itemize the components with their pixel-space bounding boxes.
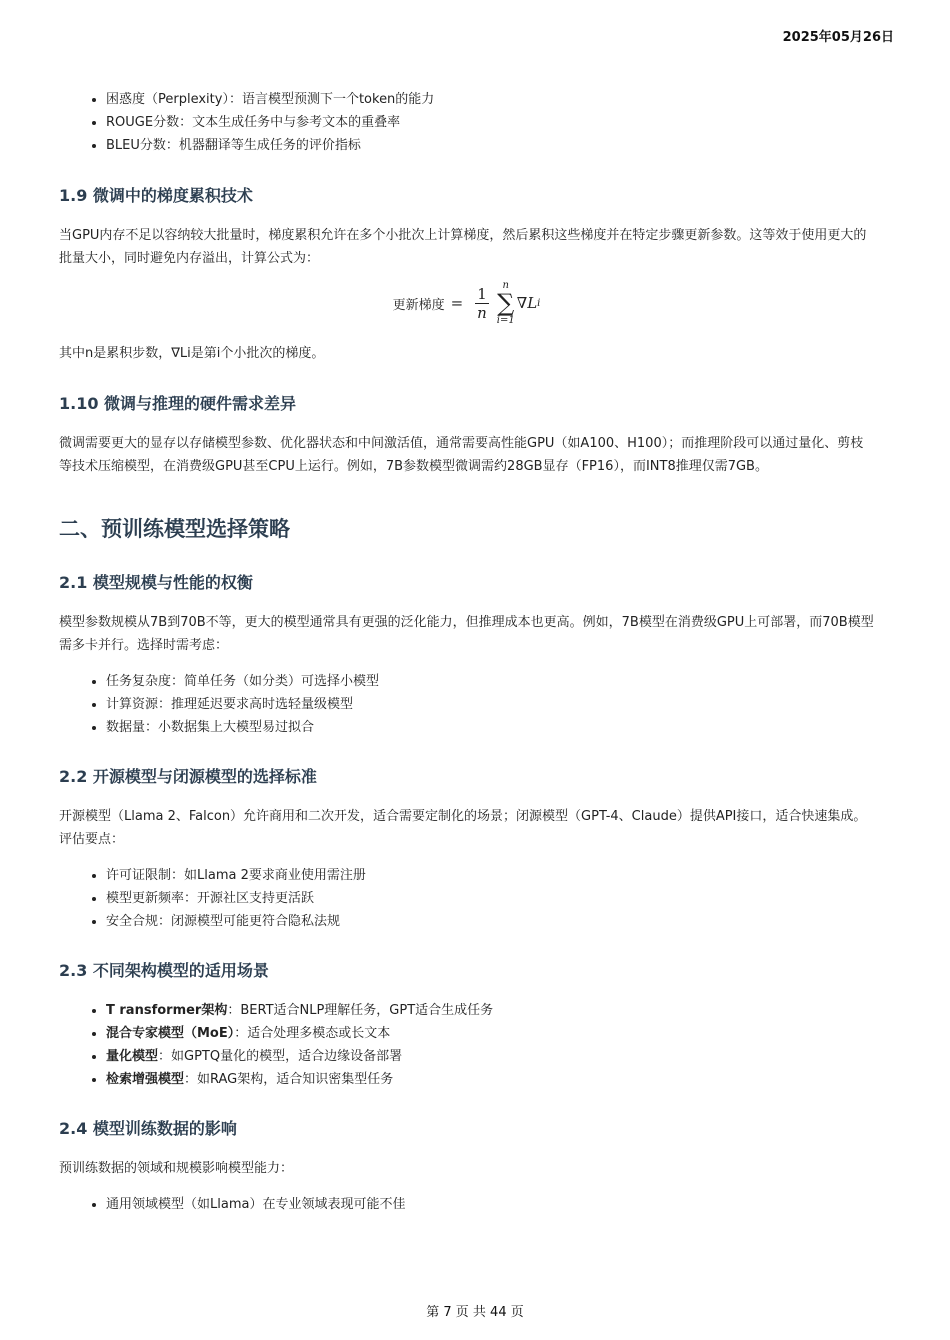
section-heading-2-3: 2.3 不同架构模型的适用场景 <box>59 961 269 980</box>
list-item: • 通用领域模型（如Llama）在专业领域表现可能不佳 <box>106 1193 874 1216</box>
paragraph: 当GPU内存不足以容纳较大批量时，梯度累积允许在多个小批次上计算梯度，然后累积这些梯度并在特定步骤更新参数。这等效于使用更大的批量大小，同时避免内存溢出，计算公式为： <box>59 228 867 266</box>
list-item-term: T ransformer架构 <box>106 1003 228 1018</box>
bullet-list <box>59 999 874 1091</box>
metrics-list <box>59 88 874 157</box>
paragraph: 预训练数据的领域和规模影响模型能力： <box>59 1161 294 1176</box>
list-item-text: ：BERT适合NLP理解任务，GPT适合生成任务 <box>227 1003 494 1018</box>
list-item: • 安全合规：闭源模型可能更符合隐私法规 <box>106 910 874 933</box>
bullet-list <box>59 1193 874 1216</box>
formula-denominator: n <box>477 303 487 322</box>
list-item: • 许可证限制：如Llama 2要求商业使用需注册 <box>106 864 874 887</box>
list-item-text: ：适合处理多模态或长文本 <box>234 1026 391 1041</box>
paragraph: 其中n是累积步数，∇Li是第i个小批次的梯度。 <box>59 346 325 361</box>
section-heading-2-4: 2.4 模型训练数据的影响 <box>59 1119 237 1138</box>
formula-sum-upper: n <box>502 280 509 291</box>
formula-sum-lower: i=1 <box>496 315 515 326</box>
formula-lhs: 更新梯度 <box>392 297 445 313</box>
formula-sum <box>497 280 515 326</box>
list-item: • ROUGE分数：文本生成任务中与参考文本的重叠率 <box>106 111 874 134</box>
list-item-term: 检索增强模型 <box>106 1072 185 1087</box>
list-item: • 模型更新频率：开源社区支持更活跃 <box>106 887 874 910</box>
section-heading-1-9: 1.9 微调中的梯度累积技术 <box>59 186 253 205</box>
page-footer: 第 7 页 共 44 页 <box>426 1305 524 1320</box>
formula-fraction <box>475 285 489 322</box>
list-item <box>106 999 874 1022</box>
list-item: • 数据量：小数据集上大模型易过拟合 <box>106 716 874 739</box>
list-item-text: ：如RAG架构，适合知识密集型任务 <box>184 1072 394 1087</box>
list-item-term: 量化模型 <box>106 1049 159 1064</box>
formula-equals: = <box>450 294 464 312</box>
paragraph: 开源模型（Llama 2、Falcon）允许商用和二次开发，适合需要定制化的场景；闭源模型（GPT-4、Claude）提供API接口，适合快速集成。评估要点： <box>59 809 867 847</box>
formula-term: ∇L <box>516 294 538 312</box>
list-item <box>106 1022 874 1045</box>
formula-term-sub: i <box>537 297 541 309</box>
list-item <box>106 1068 874 1091</box>
paragraph: 微调需要更大的显存以存储模型参数、优化器状态和中间激活值，通常需要高性能GPU（如A100、H100）；而推理阶段可以通过量化、剪枝等技术压缩模型，在消费级GPU甚至CPU上运行。例如，7B参数模型微调需约28GB显存（FP16），而INT8推理仅需7GB。 <box>59 436 864 474</box>
paragraph: 模型参数规模从7B到70B不等，更大的模型通常具有更强的泛化能力，但推理成本也更高。例如，7B模型在消费级GPU上可部署，而70B模型需多卡并行。选择时需考虑： <box>59 615 874 653</box>
page-date: 2025年05月26日 <box>782 30 894 45</box>
list-item: • 计算资源：推理延迟要求高时选轻量级模型 <box>106 693 874 716</box>
list-item: • 任务复杂度：简单任务（如分类）可选择小模型 <box>106 670 874 693</box>
list-item: • 困惑度（Perplexity）：语言模型预测下一个token的能力 <box>106 88 874 111</box>
list-item-text: ：如GPTQ量化的模型，适合边缘设备部署 <box>158 1049 403 1064</box>
list-item <box>106 1045 874 1068</box>
chapter-heading-2: 二、预训练模型选择策略 <box>59 517 290 541</box>
formula-sigma: ∑ <box>497 289 515 317</box>
gradient-formula <box>59 280 874 332</box>
list-item: • BLEU分数：机器翻译等生成任务的评价指标 <box>106 134 874 157</box>
bullet-list <box>59 670 874 739</box>
section-heading-2-1: 2.1 模型规模与性能的权衡 <box>59 573 253 592</box>
section-heading-2-2: 2.2 开源模型与闭源模型的选择标准 <box>59 767 317 786</box>
section-heading-1-10: 1.10 微调与推理的硬件需求差异 <box>59 394 297 413</box>
list-item-term: 混合专家模型（MoE） <box>106 1026 235 1041</box>
formula-numerator: 1 <box>477 284 487 303</box>
bullet-list <box>59 864 874 933</box>
document-body <box>59 88 874 1216</box>
